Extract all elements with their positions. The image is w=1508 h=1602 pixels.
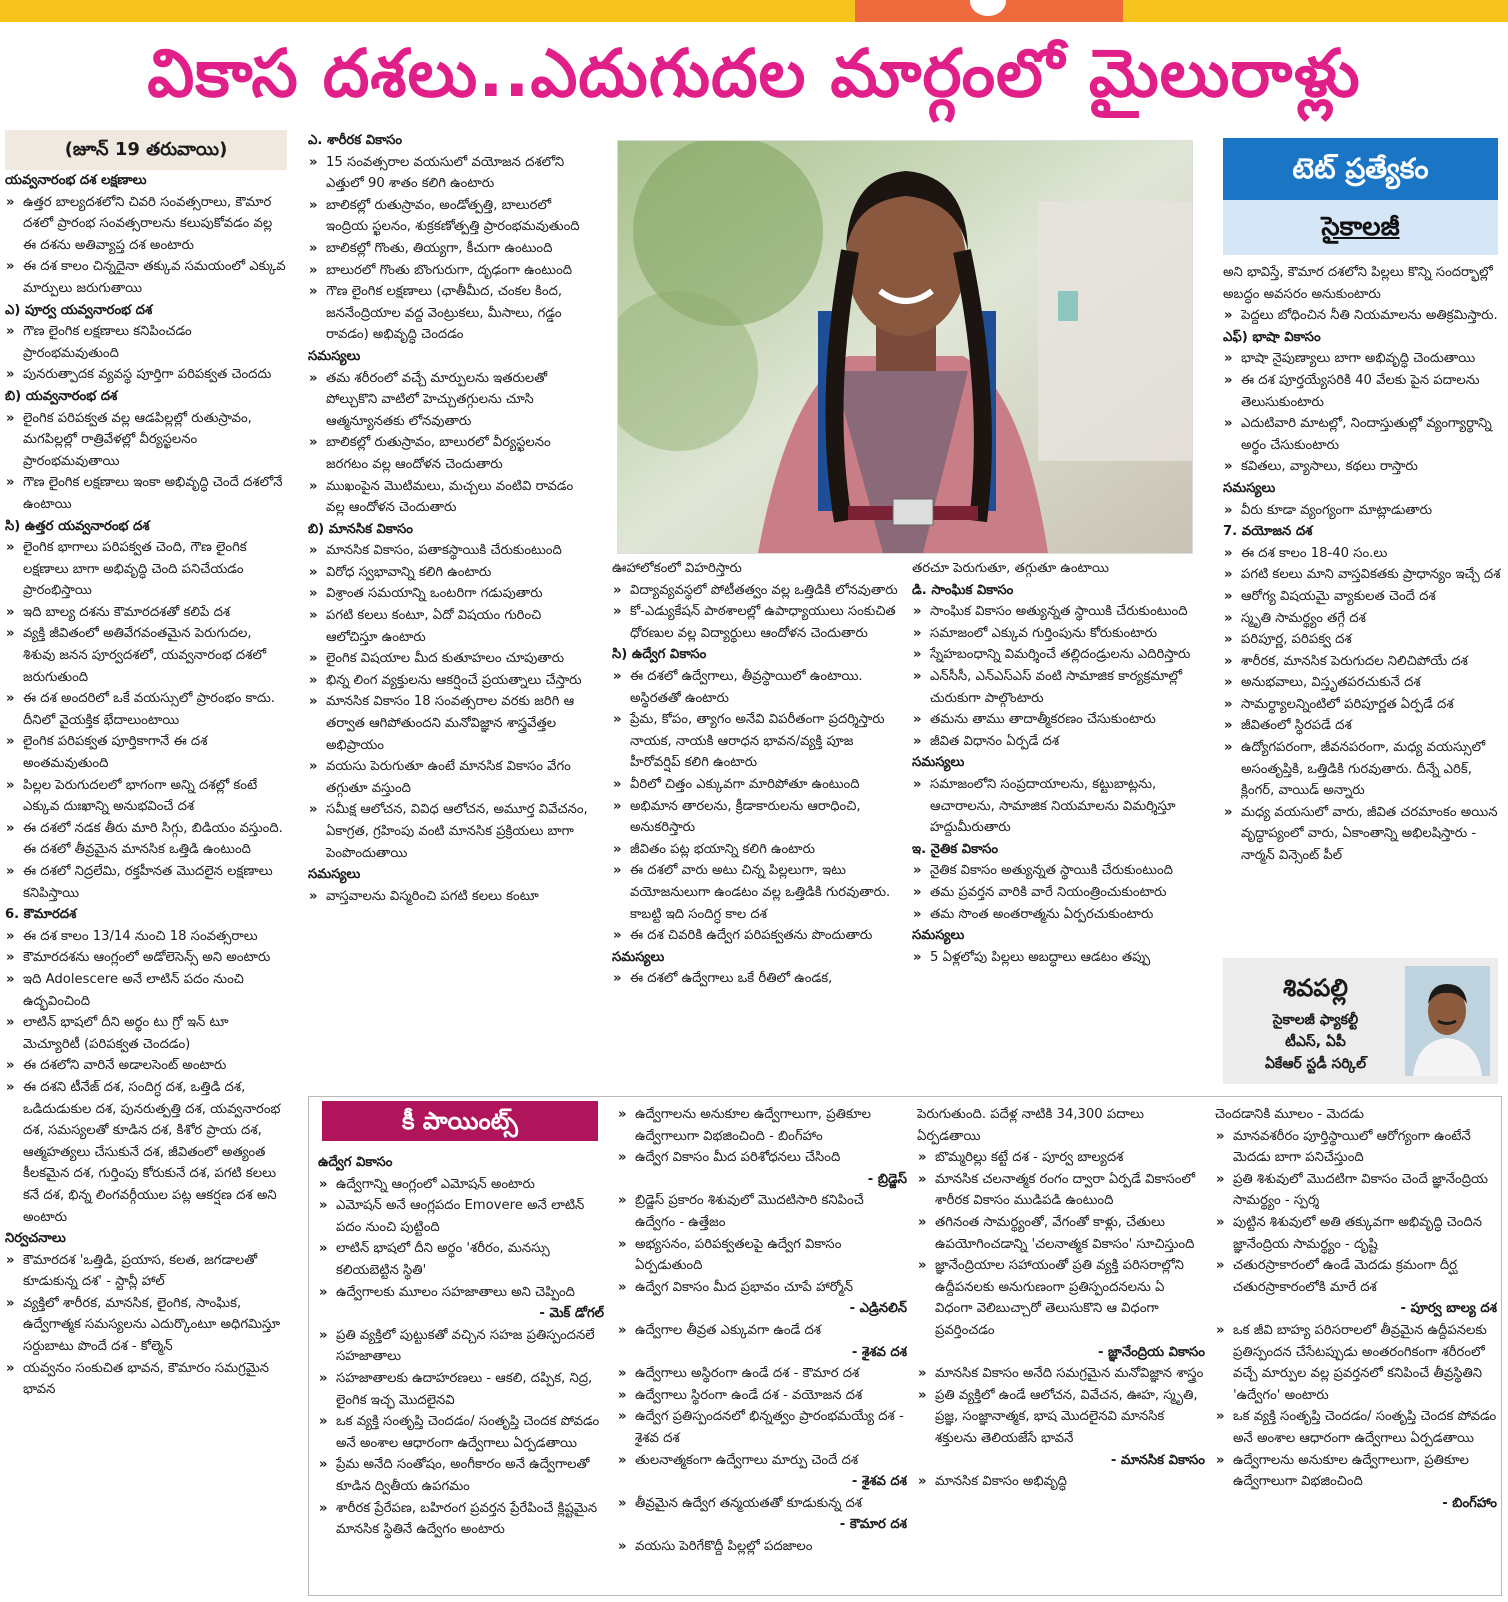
bullet-item: » ఉద్వేగ ప్రతిస్పందనలో భిన్నత్వం ప్రారంభమయ్యే దశ - శైశవ దశ	[617, 1406, 907, 1449]
bullet-item: » ఈ దశ అందరిలో ఒకే వయస్సులో ప్రారంభం కాదు. దీనిలో వైయక్తిక భేదాలుంటాయి	[5, 688, 287, 731]
author-institute: ఏకేఆర్ స్టడీ సర్కిల్	[1264, 1056, 1367, 1072]
bullet-item: » లైంగిక భాగాలు పరిపక్వత చెంది, గౌణ లైంగిక లక్షణాలు బాగా అభివృద్ధి చెంది పనిచేయడం ప్రారంభిస్తాయి	[5, 537, 287, 602]
section-heading: సమస్యలు	[1223, 480, 1276, 496]
bullet-item: » లాటిన్ భాషలో దీని అర్థం టు గ్రో ఇన్ టూ మెచ్యూరిటీ (పరిపక్వత చెందడం)	[5, 1012, 287, 1055]
section-heading: డి. సాంఘిక వికాసం	[912, 582, 1014, 598]
bullet-item: » తమ సొంత అంతరాత్మను ఏర్పరచుకుంటారు	[912, 904, 1202, 926]
bullet-item: » ఈ దశ కాలం 18-40 సం.లు	[1223, 543, 1501, 565]
bullet-item: » తమ ప్రవర్తన వారికి వారే నియంత్రించుకుంటారు	[912, 882, 1202, 904]
bullet-item: » ఈ దశలో వారు అటు చిన్న పిల్లలుగా, ఇటు వయోజనులుగా ఉండటం వల్ల ఒత్తిడికి గురవుతారు. కాబట్టి ఇది సందిగ్ధ కాల దశ	[612, 860, 902, 925]
section-heading: బి) మానసిక వికాసం	[308, 521, 413, 537]
author-portrait-icon	[1405, 966, 1490, 1076]
bullet-item: » కౌమారదశను ఆంగ్లంలో అడోలెసెన్స్ అని అంటారు	[5, 947, 287, 969]
bullet-item: » వ్యక్తి జీవితంలో అతివేగవంతమైన పెరుగుదల, శిశువు జనన పూర్వదశలో, యవ్వనారంభ దశలో జరుగుతుంది	[5, 623, 287, 688]
bullet-item: » సామర్థ్యాలన్నింటిలో పరిపూర్ణత ఏర్పడే దశ	[1223, 694, 1501, 716]
column-4-social-moral	[912, 558, 1202, 1084]
bullet-item: » పగటి కలలు మాని వాస్తవికతకు ప్రాధాన్యం ఇచ్చే దశ	[1223, 564, 1501, 586]
bullet-item: » పుట్టిన శిశువులో అతి తక్కువగా అభివృద్ధి చెందిన జ్ఞానేంద్రియ సామర్థ్యం - దృష్టి	[1215, 1212, 1497, 1255]
bullet-item: » తులనాత్మకంగా ఉద్వేగాలు మార్పు చెందే దశ	[617, 1450, 907, 1472]
bullet-item: » ప్రేమ, కోపం, త్యాగం అనేవి విపరీతంగా ప్రదర్శిస్తారు నాయక, నాయకి ఆరాధన భావన/వ్యక్తి పూజ హీరోవర్షిప్ కలిగి ఉంటారు	[612, 709, 902, 774]
bullet-item: » ఉద్వేగ వికాసం మీద ప్రభావం చూపే హార్మోన్	[617, 1277, 907, 1299]
column-5-language-adult	[1223, 262, 1501, 952]
bullet-item: » పిల్లల పెరుగుదలలో భాగంగా అన్ని దశల్లో కంటే ఎక్కువ దుఃఖాన్ని అనుభవించే దశ	[5, 775, 287, 818]
keypoints-column-3	[917, 1104, 1205, 1590]
section-heading: సమస్యలు	[912, 755, 965, 771]
bullet-item: » ఈ దశలో ఉద్వేగాలు ఒకే రీతిలో ఉండక,	[612, 968, 902, 990]
keypoints-column-2	[617, 1104, 907, 1590]
bullet-item: » తగినంత సామర్థ్యంతో, వేగంతో కాళ్లు, చేతులు ఉపయోగించడాన్ని 'చలనాత్మక వికాసం' సూచిస్తుంది	[917, 1212, 1205, 1255]
attribution: - ఎడ్రినలిన్	[849, 1301, 907, 1317]
attribution: - మెక్ డోగల్	[539, 1306, 604, 1322]
bullet-item: » మానసిక వికాసం అనేది సమగ్రమైన మనోవిజ్ఞాన శాస్త్రం	[917, 1363, 1205, 1385]
attribution: - జ్ఞానేంద్రియ వికాసం	[1097, 1344, 1205, 1360]
bullet-item: » స్మృతి సామర్థ్యం తగ్గే దశ	[1223, 608, 1501, 630]
bullet-item: » బ్రిడ్జెస్ ప్రకారం శిశువులో మొదటిసారి కనిపించే ఉద్వేగం - ఉత్తేజం	[617, 1190, 907, 1233]
key-points-title: కీ పాయింట్స్	[322, 1101, 598, 1141]
bullet-item: » ప్రతి వ్యక్తిలో ఉండే ఆలోచన, వివేచన, ఊహ, స్మృతి, ప్రజ్ఞ, సంజ్ఞానాత్మక, భాష మొదలైనవి మానసిక శక్తులను తెలియజేసే భావనే	[917, 1385, 1205, 1450]
bullet-item: » విద్యావ్యవస్థలో పోటీతత్వం వల్ల ఒత్తిడికి లోనవుతారు	[612, 580, 902, 602]
date-band: (జూన్ 19 తరువాయి)	[5, 130, 287, 170]
bullet-item: » పరిపూర్ణ, పరిపక్వ దశ	[1223, 629, 1501, 651]
bullet-item: » ఒక వ్యక్తి సంతృప్తి చెందడం/ సంతృప్తి చెందక పోవడం అనే అంశాల ఆధారంగా ఉద్వేగాలు ఏర్పడతాయి	[1215, 1406, 1497, 1449]
bullet-item: » లైంగిక విషయాల మీద కుతూహలం చూపుతారు	[308, 648, 595, 670]
bullet-item: » లాటిన్ భాషలో దీని అర్థం 'శరీరం, మనస్సు కలియబెట్టిన స్థితి'	[318, 1238, 604, 1281]
column-3-emotional	[612, 558, 902, 1084]
paragraph: ఊహాలోకంలో విహరిస్తారు	[612, 561, 742, 576]
bullet-item: » లైంగిక పరిపక్వత పూర్తికాగానే ఈ దశ అంతమవుతుంది	[5, 731, 287, 774]
section-heading: సి) ఉద్వేగ వికాసం	[612, 647, 707, 663]
section-heading: ఇ. నైతిక వికాసం	[912, 841, 999, 857]
bullet-item: » భాషా నైపుణ్యాలు బాగా అభివృద్ధి చెందుతాయి	[1223, 348, 1501, 370]
bullet-item: » వ్యక్తిలో శారీరక, మానసిక, లైంగిక, సాంఘిక, ఉద్వేగాత్మక సమస్యలను ఎదుర్కొంటూ అధిగమిస్తూ సర్దుబాటు పొందే దశ - కోల్మెన్	[5, 1293, 287, 1358]
bullet-item: » ఉద్వేగాలు స్థిరంగా ఉండే దశ - వయోజన దశ	[617, 1385, 907, 1407]
section-heading: నిర్వచనాలు	[5, 1231, 66, 1247]
bullet-item: » మధ్య వయసులో వారు, జీవిత చరమాంకం అయిన వృద్ధాప్యంలో వారు, ఏకాంతాన్ని అభిలషిస్తారు - నార్మన్ విన్సెంట్ పీల్	[1223, 802, 1501, 867]
bullet-item: » లైంగిక పరిపక్వత వల్ల ఆడపిల్లల్లో రుతుస్రావం, మగపిల్లల్లో రాత్రివేళల్లో వీర్యస్ఖలనం ప్రారంభమవుతాయి	[5, 408, 287, 473]
student-illustration	[618, 141, 1192, 553]
column-2-physical-mental	[308, 130, 595, 1082]
section-heading: ఎ) పూర్వ యవ్వనారంభ దశ	[5, 302, 153, 318]
bullet-item: » శారీరక ప్రేరేపణ, బహిరంగ ప్రవర్తన ప్రేరేపించే క్లిష్టమైన మానసిక స్థితినే ఉద్వేగం అంటారు	[318, 1498, 604, 1541]
bullet-item: » ఉత్తర బాల్యదశలోని చివరి సంవత్సరాలు, కౌమార దశలో ప్రారంభ సంవత్సరాలను కలుపుకోవడం వల్ల ఈ దశను అతివ్యాప్త దశ అంటారు	[5, 192, 287, 257]
bullet-item: » స్నేహబంధాన్ని విమర్శించే తల్లిదండ్రులను ఎదిరిస్తారు	[912, 644, 1202, 666]
bullet-item: » పగటి కలలు కంటూ, ఏదో విషయం గురించి ఆలోచిస్తూ ఉంటారు	[308, 605, 595, 648]
bullet-item: » 5 ఏళ్లలోపు పిల్లలు అబద్ధాలు ఆడటం తప్పు	[912, 947, 1202, 969]
bullet-item: » జీవితం పట్ల భయాన్ని కలిగి ఉంటారు	[612, 839, 902, 861]
bullet-item: » గౌణ లైంగిక లక్షణాలు కనిపించడం ప్రారంభమవుతుంది	[5, 321, 287, 364]
section-heading: సమస్యలు	[912, 928, 965, 944]
bullet-item: » ఈ దశ పూర్తయ్యేసరికి 40 వేలకు పైన పదాలను తెలుసుకుంటారు	[1223, 370, 1501, 413]
bullet-item: » గౌణ లైంగిక లక్షణాలు ఇంకా అభివృద్ధి చెందే దశలోనే ఉంటాయి	[5, 472, 287, 515]
bullet-item: » గౌణ లైంగిక లక్షణాలు (ఛాతీమీద, చంకల కింద, జననేంద్రియాల వద్ద వెంట్రుకలు, మీసాలు, గడ్డం రావడం) అభివృద్ధి చెందడం	[308, 281, 595, 346]
bullet-item: » ఈ దశలోని వారినే అడాలసెంట్ అంటారు	[5, 1055, 287, 1077]
bullet-item: » తమను తాము తాదాత్మీకరణం చేసుకుంటారు	[912, 709, 1202, 731]
attribution: - బ్రిడ్జెస్	[867, 1171, 907, 1187]
bullet-item: » బాలికల్లో రుతుస్రావం, అండోత్పత్తి, బాలురలో ఇంద్రియ స్ఖలనం, శుక్రకణోత్పత్తి ప్రారంభమవుతుంది	[308, 195, 595, 238]
bullet-item: » ఉద్వేగాలు అస్థిరంగా ఉండే దశ - కౌమార దశ	[617, 1363, 907, 1385]
bullet-item: » సమాజంలోని సంప్రదాయాలను, కట్టుబాట్లను, ఆచారాలను, సామాజిక నియమాలను విమర్శిస్తూ హద్దుమీరుతారు	[912, 774, 1202, 839]
attribution: - బింగ్‌హాం	[1442, 1495, 1497, 1511]
bullet-item: » ఈ దశ కాలం చిన్నదైనా తక్కువ సమయంలో ఎక్కువ మార్పులు జరుగుతాయి	[5, 256, 287, 299]
bullet-item: » సమీక్ష ఆలోచన, వివిధ ఆలోచన, అమూర్త వివేచనం, ఏకాగ్రత, గ్రహింపు వంటి మానసిక ప్రక్రియలు బాగా పెంపొందుతాయి	[308, 799, 595, 864]
section-heading: ఎఫ్) భాషా వికాసం	[1223, 329, 1321, 345]
bullet-item: » శారీరక, మానసిక పెరుగుదల నిలిచిపోయే దశ	[1223, 651, 1501, 673]
bullet-item: » జ్ఞానేంద్రియాల సహాయంతో ప్రతి వ్యక్తి పరిసరాల్లోని ఉద్దీపనలకు అనుగుణంగా ప్రతిస్పందనలను ఏ విధంగా వెలిబుచ్చారో తెలుసుకొని ఆ విధంగా ప్రవర్తించడం	[917, 1255, 1205, 1341]
bullet-item: » జీవితంలో స్థిరపడే దశ	[1223, 715, 1501, 737]
bullet-item: » కో-ఎడ్యుకేషన్ పాఠశాలల్లో ఉపాధ్యాయులు సంకుచిత ధోరణుల వల్ల విద్యార్థులు ఆందోళన చెందుతారు	[612, 601, 902, 644]
bullet-item: » ఈ దశలో నడక తీరు మారి సిగ్గు, బిడియం వస్తుంది. ఈ దశలో తీవ్రమైన మానసిక ఒత్తిడి ఉంటుంది	[5, 818, 287, 861]
student-photo	[617, 140, 1193, 554]
bullet-item: » యవ్వనం సంకుచిత భావన, కౌమారం సమగ్రమైన భావన	[5, 1358, 287, 1401]
bullet-item: » అభ్యసనం, పరిపక్వతలపై ఉద్వేగ వికాసం ఏర్పడుతుంది	[617, 1234, 907, 1277]
keypoints-column-1	[318, 1152, 604, 1588]
bullet-item: » అభిమాన తారలను, క్రీడాకారులను ఆరాధించి, అనుకరిస్తారు	[612, 796, 902, 839]
section-heading: సమస్యలు	[612, 949, 665, 965]
column-1-adolescence	[5, 130, 287, 1594]
bullet-item: » ఆరోగ్య విషయమై వ్యాకులత చెందే దశ	[1223, 586, 1501, 608]
paragraph: పెరుగుతుంది. పదేళ్ల నాటికి 34,300 పదాలు ఏర్పడతాయి	[917, 1107, 1144, 1144]
bullet-item: » వీరు కూడా వ్యంగ్యంగా మాట్లాడుతారు	[1223, 500, 1501, 522]
bullet-item: » బాలికల్లో గొంతు, తియ్యగా, కీచుగా ఉంటుంది	[308, 238, 595, 260]
author-role: సైకాలజీ ఫ్యాకల్టీ	[1272, 1012, 1359, 1028]
bullet-item: » నైతిక వికాసం అత్యున్నత స్థాయికి చేరుకుంటుంది	[912, 860, 1202, 882]
bullet-item: » తీవ్రమైన ఉద్వేగ తన్మయతతో కూడుకున్న దశ	[617, 1493, 907, 1515]
bullet-item: » చతురస్రాకారంలో ఉండే మెదడు క్రమంగా దీర్ఘ చతురస్రాకారంలోకి మారే దశ	[1215, 1255, 1497, 1298]
bullet-item: » పునరుత్పాదక వ్యవస్థ పూర్తిగా పరిపక్వత చెందదు	[5, 364, 287, 386]
section-heading: ఎ. శారీరక వికాసం	[308, 133, 403, 148]
bullet-item: » మానసిక వికాసం, పతాకస్థాయికి చేరుకుంటుంది	[308, 540, 595, 562]
bullet-item: » ఈ దశ కాలం 13/14 నుంచి 18 సంవత్సరాలు	[5, 926, 287, 948]
section-heading: బి) యవ్వనారంభ దశ	[5, 388, 118, 404]
bullet-item: » బొమ్మరిల్లు కట్టే దశ - పూర్వ బాల్యదశ	[917, 1147, 1205, 1169]
bullet-item: » సహజాతాలకు ఉదాహరణలు - ఆకలి, దప్పిక, నిద్ర, లైంగిక ఇచ్ఛ మొదలైనవి	[318, 1368, 604, 1411]
author-org: టీఎస్, ఏపీ	[1285, 1034, 1346, 1050]
attribution: - పూర్వ బాల్య దశ	[1400, 1301, 1497, 1317]
bullet-item: » జీవిత విధానం ఏర్పడే దశ	[912, 731, 1202, 753]
keypoints-column-4	[1215, 1104, 1497, 1590]
section-heading: యవ్వనారంభ దశ లక్షణాలు	[5, 173, 147, 188]
bullet-item: » ఉద్వేగాన్ని ఆంగ్లంలో ఎమోషన్ అంటారు	[318, 1174, 604, 1196]
psychology-banner: సైకాలజీ	[1223, 200, 1498, 255]
bullet-item: » ఉద్వేగ వికాసం మీద పరిశోధనలు చేసింది	[617, 1147, 907, 1169]
bullet-item: » సమాజంలో ఎక్కువ గుర్తింపును కోరుకుంటారు	[912, 623, 1202, 645]
bullet-item: » సాంఘిక వికాసం అత్యున్నత స్థాయికి చేరుకుంటుంది	[912, 601, 1202, 623]
bullet-item: » ఉద్వేగాలను అనుకూల ఉద్వేగాలుగా, ప్రతికూల ఉద్వేగాలుగా విభజించింది - బింగ్‌హాం	[617, 1104, 907, 1147]
bullet-item: » మానసిక వికాసం 18 సంవత్సరాల వరకు జరిగి ఆ తర్వాత ఆగిపోతుందని మనోవిజ్ఞాన శాస్త్రవేత్తల అభిప్రాయం	[308, 691, 595, 756]
bullet-item: » మానవశరీరం పూర్తిస్థాయిలో ఆరోగ్యంగా ఉంటేనే మెదడు బాగా పనిచేస్తుంది	[1215, 1126, 1497, 1169]
attribution: - శైశవ దశ	[851, 1344, 907, 1360]
bullet-item: » ఉద్వేగాల తీవ్రత ఎక్కువగా ఉండే దశ	[617, 1320, 907, 1342]
bullet-item: » ఒక జీవి బాహ్య పరిసరాలలో తీవ్రమైన ఉద్దీపనలకు ప్రతిస్పందన చేసేటప్పుడు అంతరంగికంగా శరీరంలో వచ్చే మార్పుల వల్ల ప్రవర్తనలో కనిపించే తీవ్రస్థితిని 'ఉద్వేగం' అంటారు	[1215, 1320, 1497, 1406]
section-heading: సమస్యలు	[308, 348, 361, 364]
bullet-item: » ఇది బాల్య దశను కౌమారదశతో కలిపే దశ	[5, 602, 287, 624]
bullet-item: » ముఖంపైన మొటిమలు, మచ్చలు వంటివి రావడం వల్ల ఆందోళన చెందుతారు	[308, 476, 595, 519]
bullet-item: » ఉద్వేగాలను అనుకూల ఉద్వేగాలుగా, ప్రతికూల ఉద్వేగాలుగా విభజించింది	[1215, 1450, 1497, 1493]
bullet-item: » 15 సంవత్సరాల వయసులో వయోజన దశలోని ఎత్తులో 90 శాతం కలిగి ఉంటారు	[308, 152, 595, 195]
bullet-item: » వయసు పెరుగుతూ ఉంటే మానసిక వికాసం వేగం తగ్గుతూ వస్తుంది	[308, 756, 595, 799]
headline: వికాస దశలు..ఎదుగుదల మార్గంలో మైలురాళ్లు	[147, 35, 1361, 112]
bullet-item: » ఇది Adolescere అనే లాటిన్ పదం నుంచి ఉద్భవించింది	[5, 969, 287, 1012]
bullet-item: » ఈ దశలో నిద్రలేమి, రక్తహీనత మొదలైన లక్షణాలు కనిపిస్తాయి	[5, 861, 287, 904]
bullet-item: » ఎదుటివారి మాటల్లో, నిందాస్తుతుల్లో వ్యంగ్యార్థాన్ని అర్థం చేసుకుంటారు	[1223, 413, 1501, 456]
bullet-item: » బాలికల్లో రుతుస్రావం, బాలురలో వీర్యస్ఖలనం జరగటం వల్ల ఆందోళన చెందుతారు	[308, 432, 595, 475]
section-heading: 7. వయోజన దశ	[1223, 524, 1313, 540]
bullet-item: » భిన్న లింగ వ్యక్తులను ఆకర్షించే ప్రయత్నాలు చేస్తారు	[308, 670, 595, 692]
bullet-item: » ఉద్యోగపరంగా, జీవనపరంగా, మధ్య వయస్సులో అసంతృప్తికి, ఒత్తిడికి గురవుతారు. దీన్నే ఎరిక్, క్లింగర్, వాయిడ్ అన్నారు	[1223, 737, 1501, 802]
attribution: - మానసిక వికాసం	[1110, 1452, 1205, 1468]
section-heading: 6. కౌమారదశ	[5, 907, 77, 923]
bullet-item: » ప్రతి వ్యక్తిలో పుట్టుకతో వచ్చిన సహజ ప్రతిస్పందనలే సహజాతాలు	[318, 1325, 604, 1368]
bullet-item: » ఒక వ్యక్తి సంతృప్తి చెందడం/ సంతృప్తి చెందక పోవడం అనే అంశాల ఆధారంగా ఉద్వేగాలు ఏర్పడతాయి	[318, 1411, 604, 1454]
attribution: - కౌమార దశ	[839, 1517, 907, 1533]
bullet-item: » ఈ దశని టీనేజ్ దశ, సందిగ్ధ దశ, ఒత్తిడి దశ, ఒడిదుడుకుల దశ, పునరుత్పత్తి దశ, యవ్వనారంభ దశ, సమస్యలతో కూడిన దశ, కిశోర ప్రాయ దశ, ఆత్మహత్యలు చేసుకునే దశ, జీవితంలో అత్యంత కీలకమైన దశ, గుర్తింపు కోరుకునే దశ, పగటి కలలు కనే దశ, భిన్న లింగవర్గీయుల పట్ల ఆకర్షణ దశ అని అంటారు	[5, 1077, 287, 1228]
tet-special-banner: టెట్ ప్రత్యేకం	[1223, 138, 1498, 200]
section-heading: ఉద్వేగ వికాసం	[318, 1155, 393, 1170]
bullet-item: » బాలురలో గొంతు బొంగురుగా, దృఢంగా ఉంటుంది	[308, 260, 595, 282]
bullet-item: » ప్రేమ అనేది సంతోషం, అంగీకారం అనే ఉద్వేగాలతో కూడిన ద్వితీయ ఉపగమం	[318, 1454, 604, 1497]
bullet-item: » అనుభవాలు, విస్తృతపరచుకునే దశ	[1223, 672, 1501, 694]
paragraph: తరచూ పెరుగుతూ, తగ్గుతూ ఉంటాయి	[912, 561, 1109, 576]
author-name: శివపల్లి	[1283, 974, 1348, 1002]
bullet-item: » కవితలు, వ్యాసాలు, కథలు రాస్తారు	[1223, 456, 1501, 478]
bullet-item: » వాస్తవాలను విస్మరించి పగటి కలలు కంటూ	[308, 886, 595, 908]
bullet-item: » ఈ దశలో ఉద్వేగాలు, తీవ్రస్థాయిలో ఉంటాయి. అస్థిరతతో ఉంటారు	[612, 666, 902, 709]
bullet-item: » ఎన్‌సీసీ, ఎన్‌ఎస్‌ఎస్ వంటి సామాజిక కార్యక్రమాల్లో చురుకుగా పాల్గొంటారు	[912, 666, 1202, 709]
bullet-item: » ఈ దశ చివరికి ఉద్వేగ పరిపక్వతను పొందుతారు	[612, 925, 902, 947]
bullet-item: » మానసిక వికాసం అభివృద్ధి	[917, 1471, 1205, 1493]
bullet-item: » తమ శరీరంలో వచ్చే మార్పులను ఇతరులతో పోల్చుకొని వాటిలో హెచ్చుతగ్గులను చూసి ఆత్మన్యూనతకు లోనవుతారు	[308, 368, 595, 433]
bullet-item: » మానసిక చలనాత్మక రంగం ద్వారా ఏర్పడే వికాసంలో శారీరక వికాసం ముడిపడి ఉంటుంది	[917, 1169, 1205, 1212]
bullet-item: » వీరిలో చిత్తం ఎక్కువగా మారిపోతూ ఉంటుంది	[612, 774, 902, 796]
bullet-item: » ఎమోషన్ అనే ఆంగ్లపదం Emovere అనే లాటిన్ పదం నుంచి పుట్టింది	[318, 1195, 604, 1238]
author-box	[1223, 958, 1498, 1084]
section-heading: సి) ఉత్తర యవ్వనారంభ దశ	[5, 518, 150, 534]
paragraph: అని భావిస్తే, కౌమార దశలోని పిల్లలు కొన్ని సందర్భాల్లో అబద్ధం అవసరం అనుకుంటారు	[1223, 265, 1493, 302]
section-heading: సమస్యలు	[308, 867, 361, 883]
attribution: - శైశవ దశ	[851, 1474, 907, 1490]
bullet-item: » విరోధ స్వభావాన్ని కలిగి ఉంటారు	[308, 562, 595, 584]
paragraph: చెందడానికి మూలం - మెదడు	[1215, 1107, 1364, 1122]
bullet-item: » పెద్దలు బోధించిన నీతి నియమాలను అతిక్రమిస్తారు.	[1223, 305, 1501, 327]
bullet-item: » విశ్రాంత సమయాన్ని ఒంటరిగా గడుపుతారు	[308, 583, 595, 605]
bullet-item: » ఉద్వేగాలకు మూలం సహజాతాలు అని చెప్పింది	[318, 1282, 604, 1304]
bullet-item: » ప్రతి శిశువులో మొదటిగా వికాసం చెందే జ్ఞానేంద్రియ సామర్థ్యం - స్పర్శ	[1215, 1169, 1497, 1212]
top-color-bar	[0, 0, 1508, 22]
bullet-item: » వయసు పెరిగేకొద్దీ పిల్లల్లో పదజాలం	[617, 1536, 907, 1558]
bullet-item: » కౌమారదశ 'ఒత్తిడి, ప్రయాస, కలత, జగడాలతో కూడుకున్న దశ' - స్టాన్లీ హాల్	[5, 1250, 287, 1293]
author-photo	[1405, 966, 1490, 1076]
